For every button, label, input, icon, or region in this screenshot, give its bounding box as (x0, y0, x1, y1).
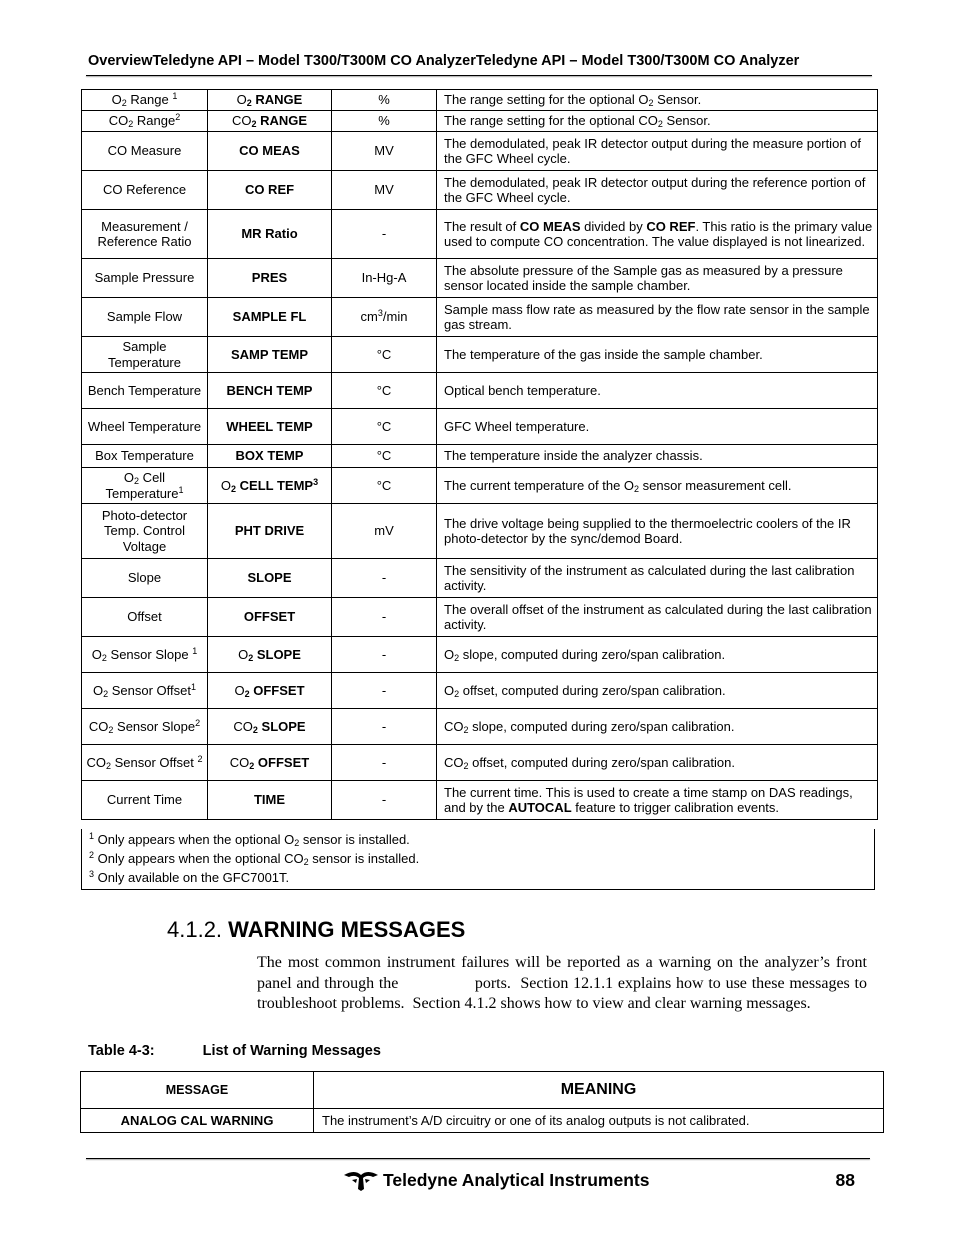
parameter-name-cell: $O_2$ Sensor Offset$^1$ (82, 673, 208, 709)
table-row (82, 781, 878, 820)
parameter-code-cell: TIME (208, 781, 332, 820)
footnote: $^3$ Only available on the GFC7001T. (89, 869, 290, 885)
table-row (82, 559, 878, 598)
parameter-code-cell: $CO_2$ RANGE (208, 111, 332, 132)
parameter-name-cell: $O_2$ Sensor Slope $^1$ (82, 637, 208, 673)
parameter-name-cell: $CO_2$ Sensor Offset $^2$ (82, 745, 208, 781)
parameter-name-cell: Sample Flow (82, 298, 208, 337)
table-row (82, 409, 878, 445)
description-cell: The demodulated, peak IR detector output during the measure portion of the GFC Wheel cycle. (437, 132, 878, 171)
parameter-code-cell: CO REF (208, 171, 332, 210)
units-cell: - (332, 559, 437, 598)
description-cell: The temperature of the gas inside the sample chamber. (437, 337, 878, 373)
parameter-name-cell: Current Time (82, 781, 208, 820)
table-caption (88, 1043, 381, 1059)
units-cell: - (332, 673, 437, 709)
units-cell: $cm^3/\min$ (332, 298, 437, 337)
parameter-code-cell: PHT DRIVE (208, 504, 332, 559)
description-cell: The range setting for the optional $O_2$ Sensor. (437, 90, 878, 111)
table-row (82, 90, 878, 111)
table-row (82, 504, 878, 559)
parameter-name-cell: Slope (82, 559, 208, 598)
units-cell: - (332, 709, 437, 745)
units-cell: - (332, 637, 437, 673)
units-cell: °C (332, 337, 437, 373)
table-row (82, 298, 878, 337)
teledyne-logo-icon (343, 1169, 379, 1191)
table-row (82, 709, 878, 745)
description-cell: The drive voltage being supplied to the thermoelectric coolers of the IR photo-detector by the sync/demod Board. (437, 504, 878, 559)
parameter-code-cell: BOX TEMP (208, 445, 332, 468)
parameter-name-cell: Measurement / Reference Ratio (82, 210, 208, 259)
units-cell: - (332, 210, 437, 259)
description-cell: $CO_2$ offset, computed during zero/span calibration. (437, 745, 878, 781)
parameter-name-cell: CO Measure (82, 132, 208, 171)
description-cell: The result of CO MEAS divided by CO REF. This ratio is the primary value used to compute CO concentration. The value displayed is not linearized. (437, 210, 878, 259)
footnote: $^2$ Only appears when the optional $CO_2$ sensor is installed. (89, 850, 420, 867)
description-cell: GFC Wheel temperature. (437, 409, 878, 445)
table-row (82, 468, 878, 504)
table-row (82, 337, 878, 373)
units-cell: - (332, 598, 437, 637)
parameter-code-cell: MR Ratio (208, 210, 332, 259)
parameter-name-cell: Sample Pressure (82, 259, 208, 298)
description-cell: $O_2$ slope, computed during zero/span calibration. (437, 637, 878, 673)
parameter-code-cell: $O_2$ CELL TEMP$^3$ (208, 468, 332, 504)
parameter-name-cell: $CO_2$ Sensor Slope$^2$ (82, 709, 208, 745)
footer-rule (86, 1158, 870, 1159)
table-row (82, 637, 878, 673)
table-footnotes (81, 829, 875, 890)
footnote: $^1$ Only appears when the optional $O_2$ sensor is installed. (89, 831, 410, 848)
table-row (82, 171, 878, 210)
table-row (81, 1109, 884, 1133)
parameter-name-cell: Photo-detector Temp. Control Voltage (82, 504, 208, 559)
description-cell: $CO_2$ slope, computed during zero/span calibration. (437, 709, 878, 745)
units-cell: MV (332, 132, 437, 171)
parameter-name-cell: Sample Temperature (82, 337, 208, 373)
test-function-table (81, 89, 878, 820)
description-cell: The overall offset of the instrument as calculated during the last calibration activity. (437, 598, 878, 637)
parameter-code-cell: CO MEAS (208, 132, 332, 171)
units-cell: MV (332, 171, 437, 210)
test-function-table-body (82, 90, 878, 820)
units-cell: In-Hg-A (332, 259, 437, 298)
parameter-name-cell: Offset (82, 598, 208, 637)
section-title: WARNING MESSAGES (228, 917, 466, 942)
description-cell: Optical bench temperature. (437, 373, 878, 409)
parameter-code-cell: $O_2$ SLOPE (208, 637, 332, 673)
parameter-code-cell: WHEEL TEMP (208, 409, 332, 445)
parameter-code-cell: SLOPE (208, 559, 332, 598)
footer-company: Teledyne Analytical Instruments (383, 1170, 650, 1190)
table-row (82, 598, 878, 637)
warning-messages-table (80, 1071, 884, 1133)
parameter-name-cell: Box Temperature (82, 445, 208, 468)
units-cell: °C (332, 409, 437, 445)
parameter-code-cell: SAMPLE FL (208, 298, 332, 337)
description-cell: The demodulated, peak IR detector output during the reference portion of the GFC Wheel cycle. (437, 171, 878, 210)
parameter-code-cell: $O_2$ RANGE (208, 90, 332, 111)
units-cell: mV (332, 504, 437, 559)
table-row (82, 745, 878, 781)
table-caption-number: Table 4-3: (88, 1043, 155, 1059)
description-cell: The temperature inside the analyzer chassis. (437, 445, 878, 468)
parameter-code-cell: $O_2$ OFFSET (208, 673, 332, 709)
description-cell: The absolute pressure of the Sample gas as measured by a pressure sensor located inside the sample chamber. (437, 259, 878, 298)
description-cell: The current time. This is used to create a time stamp on DAS readings, and by the AUTOCAL feature to trigger calibration events. (437, 781, 878, 820)
page-footer (343, 1167, 855, 1193)
units-cell: - (332, 745, 437, 781)
parameter-code-cell: OFFSET (208, 598, 332, 637)
description-cell: The sensitivity of the instrument as calculated during the last calibration activity. (437, 559, 878, 598)
table-row (82, 673, 878, 709)
table-row (82, 445, 878, 468)
parameter-name-cell: $O_2$ Cell Temperature$^1$ (82, 468, 208, 504)
description-cell: $O_2$ offset, computed during zero/span calibration. (437, 673, 878, 709)
running-header-text: OverviewTeledyne API – Model T300/T300M CO AnalyzerTeledyne API – Model T300/T300M CO Analyzer (88, 53, 800, 69)
units-cell: % (332, 111, 437, 132)
table-row (82, 210, 878, 259)
parameter-name-cell: $O_2$ Range $^1$ (82, 90, 208, 111)
running-header (88, 53, 874, 69)
parameter-name-cell: CO Reference (82, 171, 208, 210)
units-cell: °C (332, 468, 437, 504)
parameter-code-cell: BENCH TEMP (208, 373, 332, 409)
warning-meaning-cell: The instrument’s A/D circuitry or one of its analog outputs is not calibrated. (314, 1109, 884, 1133)
description-cell: Sample mass flow rate as measured by the flow rate sensor in the sample gas stream. (437, 298, 878, 337)
parameter-code-cell: $CO_2$ OFFSET (208, 745, 332, 781)
parameter-name-cell: $CO_2$ Range$^2$ (82, 111, 208, 132)
table-row (82, 111, 878, 132)
parameter-name-cell: Bench Temperature (82, 373, 208, 409)
header-rule (86, 75, 872, 76)
table-row (82, 259, 878, 298)
parameter-code-cell: PRES (208, 259, 332, 298)
parameter-code-cell: SAMP TEMP (208, 337, 332, 373)
units-cell: % (332, 90, 437, 111)
description-cell: The range setting for the optional $CO_2$ Sensor. (437, 111, 878, 132)
units-cell: °C (332, 445, 437, 468)
description-cell: The current temperature of the $O_2$ sensor measurement cell. (437, 468, 878, 504)
table-row (82, 373, 878, 409)
table-caption-title: List of Warning Messages (202, 1043, 381, 1059)
table-row (82, 132, 878, 171)
table-header-row (81, 1072, 884, 1109)
column-header-meaning: MEANING (314, 1072, 884, 1109)
warning-message-cell: ANALOG CAL WARNING (81, 1109, 314, 1133)
section-heading (167, 917, 465, 943)
section-paragraph: The most common instrument failures will be reported as a warning on the analyzer’s front panel and through the ports. Section 12.1.1 explains how to use these messages to troubleshoot problems. Section 4.1.2 shows how to view and clear warning messages. (257, 954, 871, 1012)
units-cell: °C (332, 373, 437, 409)
column-header-message: MESSAGE (81, 1072, 314, 1109)
units-cell: - (332, 781, 437, 820)
parameter-code-cell: $CO_2$ SLOPE (208, 709, 332, 745)
parameter-name-cell: Wheel Temperature (82, 409, 208, 445)
page-number: 88 (835, 1170, 855, 1190)
section-number: 4.1.2. (167, 917, 223, 942)
